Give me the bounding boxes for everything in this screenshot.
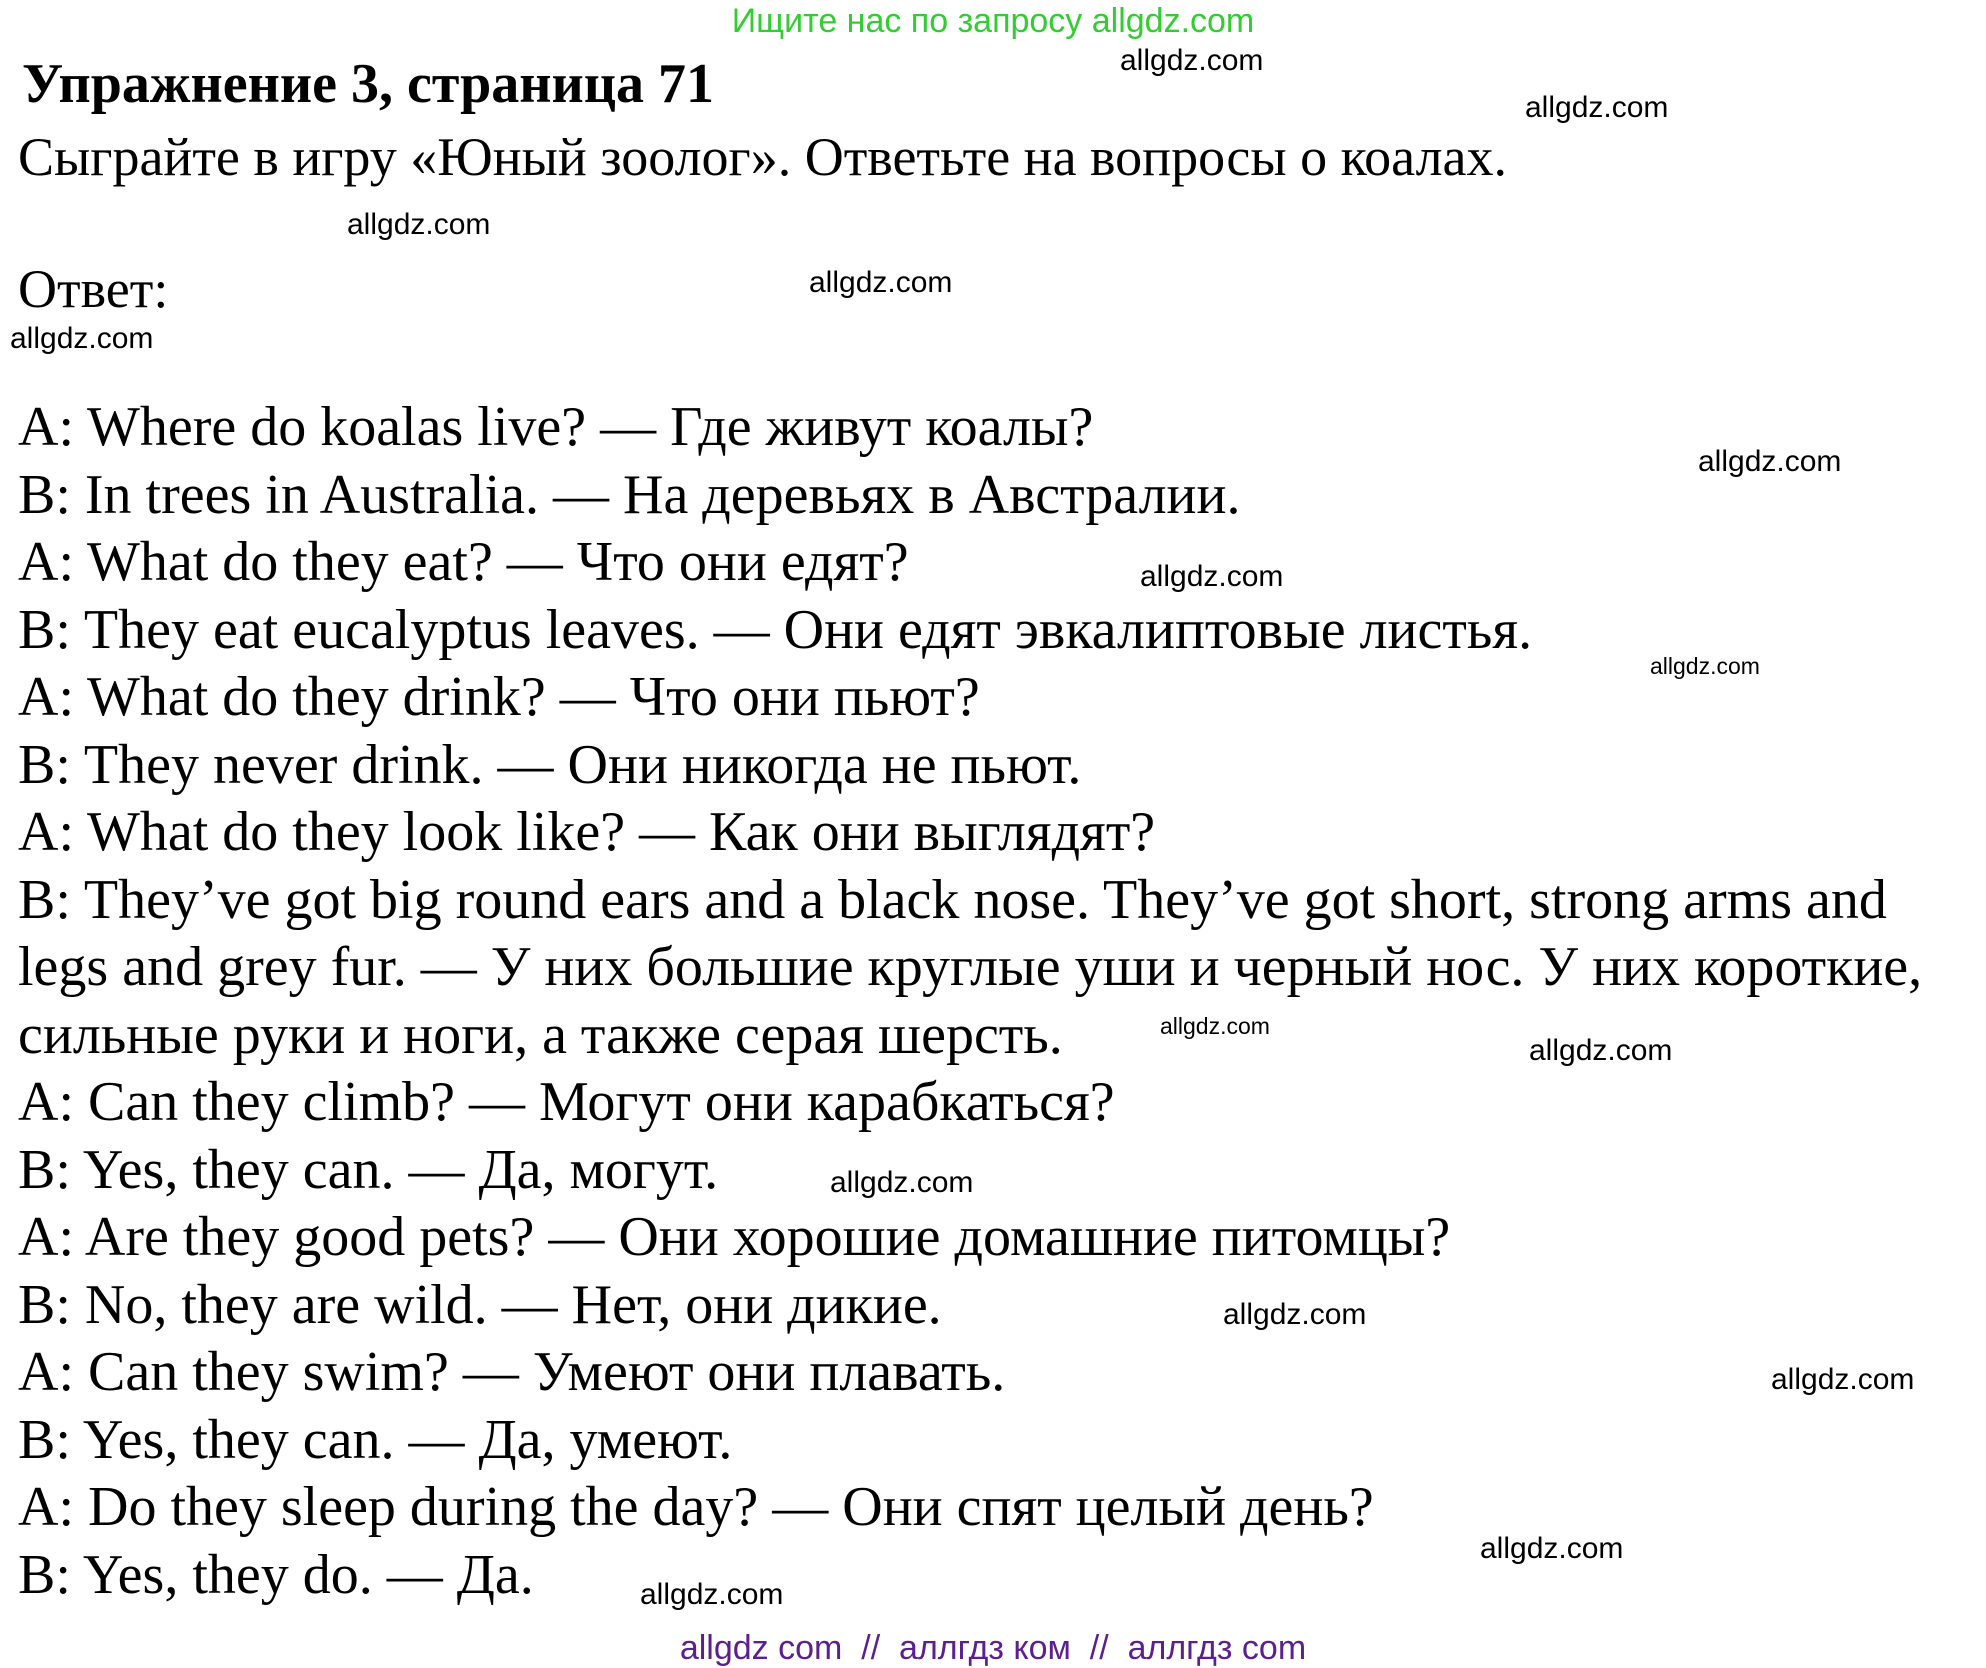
task-text: Сыграйте в игру «Юный зоолог». Ответьте на вопросы о коалах. [18, 127, 1508, 187]
dialogue-line: B: They’ve got big round ears and a black nose. They’ve got short, strong arms and [18, 868, 1887, 931]
dialogue-line: B: In trees in Australia. — На деревьях в Австралии. [18, 463, 1241, 526]
watermark: allgdz.com [1223, 1298, 1367, 1331]
watermark: allgdz.com [1120, 44, 1264, 77]
dialogue-line: сильные руки и ноги, а также серая шерсть. [18, 1003, 1063, 1066]
watermark: allgdz.com [10, 322, 154, 355]
watermark: allgdz.com [1698, 445, 1842, 478]
dialogue-line: A: Where do koalas live? — Где живут коалы? [18, 396, 1094, 458]
dialogue-line: A: What do they drink? — Что они пьют? [18, 666, 980, 728]
watermark: allgdz.com [1480, 1532, 1624, 1565]
watermark: allgdz.com [1650, 653, 1760, 679]
exercise-title: Упражнение 3, страница 71 [22, 53, 715, 115]
dialogue-line: B: Yes, they can. — Да, умеют. [18, 1408, 733, 1471]
watermark: allgdz.com [1140, 560, 1284, 593]
dialogue-line: A: Do they sleep during the day? — Они спят целый день? [18, 1476, 1374, 1538]
watermark: allgdz.com [1529, 1034, 1673, 1067]
dialogue-line: B: They eat eucalyptus leaves. — Они едят эвкалиптовые листья. [18, 598, 1533, 661]
dialogue-line: A: What do they eat? — Что они едят? [18, 531, 909, 593]
watermark: allgdz.com [1160, 1013, 1270, 1039]
dialogue-line: A: What do they look like? — Как они выглядят? [18, 801, 1156, 863]
watermark: allgdz.com [1771, 1363, 1915, 1396]
watermark: allgdz.com [809, 266, 953, 299]
dialogue [18, 394, 1922, 1609]
footer-watermark: allgdz com // аллгдз ком // аллгдз com [679, 1629, 1307, 1667]
watermark: allgdz.com [1525, 91, 1669, 124]
watermark: allgdz.com [830, 1166, 974, 1199]
answer-label: Ответ: [18, 259, 169, 319]
dialogue-line: B: Yes, they do. — Да. [18, 1543, 534, 1606]
dialogue-line: A: Are they good pets? — Они хорошие домашние питомцы? [18, 1206, 1451, 1268]
dialogue-line: B: No, they are wild. — Нет, они дикие. [18, 1273, 942, 1336]
watermark: allgdz.com [347, 208, 491, 241]
dialogue-line: B: They never drink. — Они никогда не пьют. [18, 733, 1082, 796]
dialogue-line: A: Can they climb? — Могут они карабкаться? [18, 1071, 1115, 1133]
search-banner: Ищите нас по запросу allgdz.com [731, 2, 1255, 40]
dialogue-line: B: Yes, they can. — Да, могут. [18, 1138, 719, 1201]
dialogue-line: legs and grey fur. — У них большие круглые уши и черный нос. У них короткие, [18, 936, 1923, 998]
dialogue-line: A: Can they swim? — Умеют они плавать. [18, 1341, 1006, 1403]
watermark: allgdz.com [640, 1578, 784, 1611]
